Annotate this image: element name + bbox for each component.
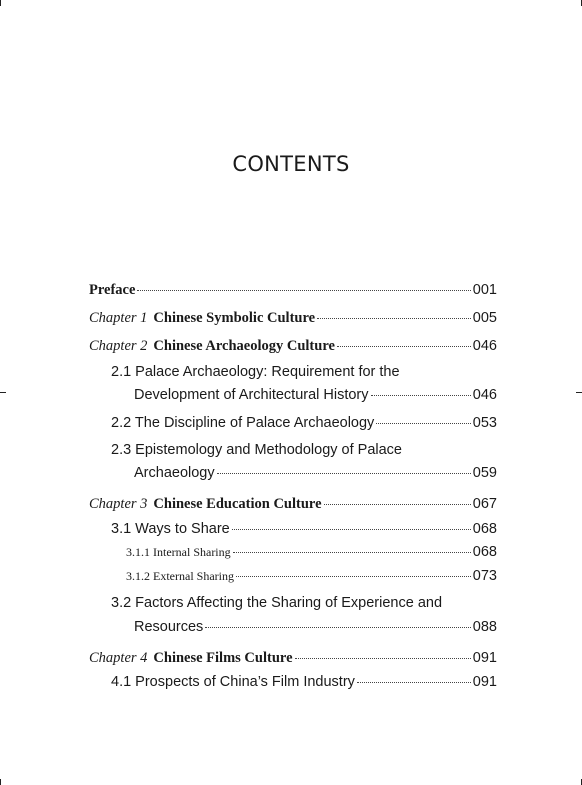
dot-leader <box>236 576 471 577</box>
entry-title: Archaeology <box>134 465 215 481</box>
toc-entry-chapter-4[interactable] <box>89 650 497 667</box>
toc-entry-2-1-line-1[interactable]: 2.1 Palace Archaeology: Requirement for the <box>111 364 400 380</box>
toc-entry-4-1[interactable] <box>111 674 497 690</box>
entry-title: Resources <box>134 619 204 635</box>
toc-entry-2-1[interactable] <box>134 387 497 403</box>
page-number: 005 <box>472 310 497 326</box>
dot-leader <box>357 682 471 683</box>
page-number: 046 <box>472 338 497 354</box>
page-number: 088 <box>472 619 497 635</box>
dot-leader <box>324 504 471 505</box>
crop-mark-top-left <box>0 0 1 6</box>
crop-mark-bottom-left <box>0 779 1 785</box>
entry-title: 2.2 The Discipline of Palace Archaeology <box>111 415 375 431</box>
page-number: 091 <box>472 674 497 690</box>
page-number: 067 <box>472 496 497 512</box>
entry-title: Development of Architectural History <box>134 387 369 403</box>
chapter-title: Chinese Symbolic Culture <box>153 310 316 326</box>
entry-title: 4.1 Prospects of China’s Film Industry <box>111 674 355 690</box>
dot-leader <box>232 529 471 530</box>
dot-leader <box>205 627 470 628</box>
toc-entry-2-3-line-1[interactable]: 2.3 Epistemology and Methodology of Palace <box>111 442 402 458</box>
page-number: 073 <box>472 568 497 584</box>
page-number: 068 <box>472 544 497 560</box>
page-number: 046 <box>472 387 497 403</box>
crop-mark-right-middle <box>576 392 582 393</box>
page-number: 059 <box>472 465 497 481</box>
dot-leader <box>337 346 471 347</box>
chapter-title: Chinese Films Culture <box>153 650 293 666</box>
dot-leader <box>233 552 471 553</box>
entry-title: 3.1.2 External Sharing <box>126 569 234 583</box>
toc-entry-preface[interactable] <box>89 282 497 299</box>
page-number: 068 <box>472 521 497 537</box>
entry-title: Preface <box>89 282 136 298</box>
page-number: 001 <box>472 282 497 298</box>
toc-entry-3-1[interactable] <box>111 521 497 537</box>
entry-title: 3.1.1 Internal Sharing <box>126 545 231 559</box>
dot-leader <box>371 395 471 396</box>
crop-mark-left-middle <box>0 392 6 393</box>
chapter-label: Chapter 2 <box>89 338 148 354</box>
dot-leader <box>295 658 471 659</box>
dot-leader <box>317 318 471 319</box>
toc-entry-3-1-2[interactable] <box>126 568 497 584</box>
entry-title: 3.1 Ways to Share <box>111 521 230 537</box>
chapter-title: Chinese Education Culture <box>153 496 322 512</box>
page-number: 053 <box>472 415 497 431</box>
toc-entry-3-1-1[interactable] <box>126 544 497 560</box>
chapter-title: Chinese Archaeology Culture <box>153 338 335 354</box>
chapter-label: Chapter 1 <box>89 310 148 326</box>
toc-entry-chapter-2[interactable] <box>89 338 497 355</box>
dot-leader <box>217 473 471 474</box>
page-number: 091 <box>472 650 497 666</box>
toc-entry-chapter-1[interactable] <box>89 310 497 327</box>
chapter-label: Chapter 3 <box>89 496 148 512</box>
toc-entry-2-3[interactable] <box>134 465 497 481</box>
toc-entry-3-2-line-1[interactable]: 3.2 Factors Affecting the Sharing of Experience and <box>111 595 443 611</box>
page-title: CONTENTS <box>232 152 350 176</box>
dot-leader <box>376 423 470 424</box>
dot-leader <box>137 290 470 291</box>
toc-entry-chapter-3[interactable] <box>89 496 497 513</box>
toc-entry-2-2[interactable] <box>111 415 497 431</box>
chapter-label: Chapter 4 <box>89 650 148 666</box>
toc-entry-3-2[interactable] <box>134 619 497 635</box>
